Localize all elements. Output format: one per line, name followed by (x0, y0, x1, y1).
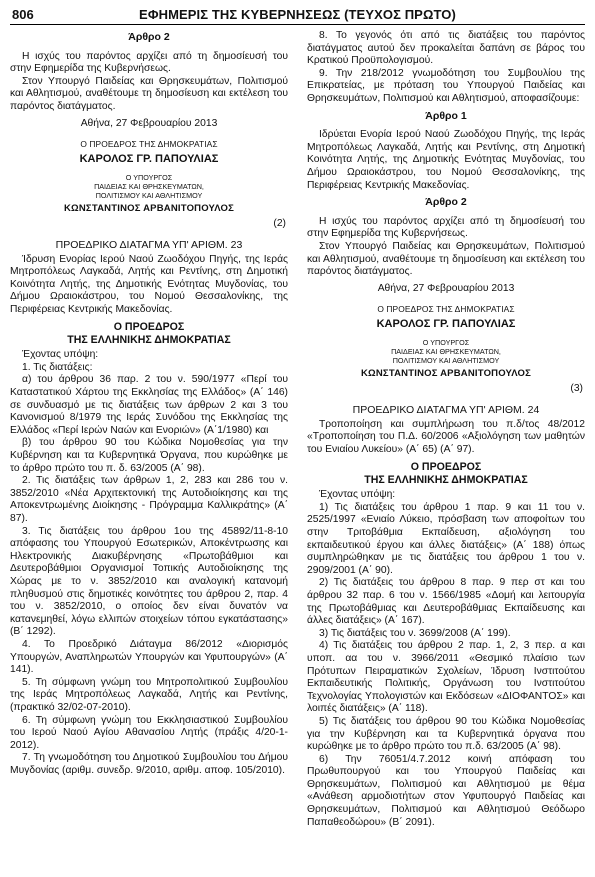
president-heading (10, 321, 288, 346)
considering-item: 6) Την 76051/4.7.2012 κοινή απόφαση του Πρωθυπουργού και του Υπουργού Παιδείας και Θρησκευμάτων, Πολιτισμού και Αθλητισμού με θέμα «Ανάθεση αρμοδιοτήτων στον Υφυπουργό Παιδείας και Θρησκευμάτων, Πολιτισμού και Αθλητισμού Θεόδωρο Παπαθεοδώρου» (Β΄ 2091). (307, 753, 585, 828)
decree-subject: Τροποποίηση και συμπλήρωση του π.δ/τος 48/2012 «Τροποποίηση του Π.Δ. 60/2006 «Αξιολόγηση των μαθητών του Ενιαίου Λυκείου» (Α΄ 65) (Α΄ 97). (307, 418, 585, 455)
considering-item: 3) Τις διατάξεις του ν. 3699/2008 (Α΄ 199). (319, 627, 511, 639)
minister-name: ΚΩΝΣΤΑΝΤΙΝΟΣ ΑΡΒΑΝΙΤΟΠΟΥΛΟΣ (63, 202, 234, 214)
gazette-title: ΕΦΗΜΕΡΙΣ ΤΗΣ ΚΥΒΕΡΝΗΣΕΩΣ (ΤΕΥΧΟΣ ΠΡΩΤΟ) (139, 7, 456, 22)
article-1-text: Ιδρύεται Ενορία Ιερού Ναού Ζωοδόχου Πηγής, της Ιεράς Μητροπόλεως Λαγκαδά, Λητής και Ρεντίνης, στη Δημοτική Κοινότητα Λητής, της Δημοτικής Ενότητας Μυγδονίας, του Δήμου Ωραιοκάστρου, του Νομού Θεσσαλονίκης, της Περιφέρειας Κεντρικής Μακεδονίας. (307, 129, 585, 191)
minister-title-line: ΠΟΛΙΤΙΣΜΟΥ ΚΑΙ ΑΘΛΗΤΙΣΜΟΥ (95, 190, 203, 200)
minister-title-line: Ο ΥΠΟΥΡΓΟΣ (422, 338, 470, 348)
considering-heading: Έχοντας υπόψη: (22, 349, 99, 361)
signing-date: Αθήνα, 27 Φεβρουαρίου 2013 (377, 282, 515, 294)
article-2-heading: Άρθρο 2 (425, 196, 467, 209)
right-column (307, 30, 585, 829)
page-header (10, 5, 585, 25)
considering-item: 5) Τις διατάξεις του άρθρου 90 του Κώδικα Νομοθεσίας για την Κυβέρνηση και τα Κυβερνητικά όργανα που κυρώθηκε με το άρθρο πρώτο του π.δ. 63/2005 (Α΄ 98). (307, 715, 585, 753)
president-heading-line: Ο ΠΡΟΕΔΡΟΣ (410, 461, 482, 474)
president-heading-line: ΤΗΣ ΕΛΛΗΝΙΚΗΣ ΔΗΜΟΚΡΑΤΙΑΣ (67, 333, 231, 346)
signing-date: Αθήνα, 27 Φεβρουαρίου 2013 (80, 117, 218, 129)
considering-item: 4) Τις διατάξεις του άρθρου 2 παρ. 1, 2, 3 περ. α και υποπ. αα του ν. 3966/2011 «Θεσμικό πλαίσιο των Πρότυπων Πειραματικών Σχολείων, Ίδρυση Ινστιτούτου Εκπαιδευτικής Πολιτικής, Οργάνωση του Ινστιτούτου Τεχνολογίας Υπολογιστών και Εκδόσεων «ΔΙΟΦΑΝΤΟΣ» και λοιπές διατάξεις» (Α΄ 118). (307, 640, 585, 715)
president-heading-line: ΤΗΣ ΕΛΛΗΝΙΚΗΣ ΔΗΜΟΚΡΑΤΙΑΣ (364, 473, 528, 486)
header-rule (10, 24, 585, 25)
decree-title: ΠΡΟΕΔΡΙΚΟ ΔΙΑΤΑΓΜΑ ΥΠ' ΑΡΙΘΜ. 24 (352, 404, 540, 417)
president-heading-line: Ο ΠΡΟΕΔΡΟΣ (113, 321, 185, 334)
article-2-text: Η ισχύς του παρόντος αρχίζει από τη δημοσίευσή του στην Εφημερίδα της Κυβερνήσεως. (10, 50, 288, 75)
considering-item: 6. Τη σύμφωνη γνώμη του Εκκλησιαστικού Συμβουλίου του Ιερού Ναού Αγίου Αθανασίου Λητής (πράξις 4/20-1-2012). (10, 714, 288, 751)
minister-title-line: ΠΑΙΔΕΙΑΣ ΚΑΙ ΘΡΗΣΚΕΥΜΑΤΩΝ, (391, 347, 501, 357)
article-2-heading: Άρθρο 2 (128, 31, 170, 43)
considering-item: 8. Το γεγονός ότι από τις διατάξεις του παρόντος διατάγματος αυτού δεν προκαλείται δαπάνη σε βάρος του Κρατικού Προϋπολογισμού. (307, 30, 585, 67)
president-name: ΚΑΡΟΛΟΣ ΓΡ. ΠΑΠΟΥΛΙΑΣ (376, 317, 516, 330)
considering-item: 1) Τις διατάξεις του άρθρου 1 παρ. 9 και 11 του ν. 2525/1997 «Ενιαίο Λύκειο, πρόσβαση των αποφοίτων του στην Τριτοβάθμια Εκπαίδευση, αξιολόγηση του εκπαιδευτικού έργου και άλλες διατάξεις» (Α΄ 188) όπως συμπληρώθηκαν με τις διατάξεις του άρθρου 1 του ν. 2909/2001 (Α΄ 90). (307, 501, 585, 576)
president-name: ΚΑΡΟΛΟΣ ΓΡ. ΠΑΠΟΥΛΙΑΣ (79, 152, 219, 165)
considering-item: 1. Τις διατάξεις: (22, 361, 93, 373)
considering-item: 9. Την 218/2012 γνωμοδότηση του Συμβουλίου της Επικρατείας, με πρόταση του Υπουργού Παιδείας και Θρησκευμάτων, Πολιτισμού και Αθλητισμού, αποφασίζουμε: (307, 67, 585, 104)
considering-item: 4. Το Προεδρικό Διάταγμα 86/2012 «Διορισμός Υπουργών, Αναπληρωτών Υπουργών και Υφυπουργών» (Α΄ 141). (10, 638, 288, 676)
considering-item: 5. Τη σύμφωνη γνώμη του Μητροπολιτικού Συμβουλίου της Ιεράς Μητροπόλεως Λαγκαδά, Λητής και Ρεντίνης, (πρακτικό 32/02-07-2010). (10, 676, 288, 713)
article-2-assignment: Στον Υπουργό Παιδείας και Θρησκευμάτων, Πολιτισμού και Αθλητισμού, αναθέτουμε τη δημοσίευση και εκτέλεση του παρόντος διατάγματος. (10, 75, 288, 112)
minister-name: ΚΩΝΣΤΑΝΤΙΝΟΣ ΑΡΒΑΝΙΤΟΠΟΥΛΟΣ (360, 367, 531, 379)
president-title: Ο ΠΡΟΕΔΡΟΣ ΤΗΣ ΔΗΜΟΚΡΑΤΙΑΣ (377, 304, 515, 315)
minister-title-line: ΠΟΛΙΤΙΣΜΟΥ ΚΑΙ ΑΘΛΗΤΙΣΜΟΥ (392, 356, 500, 366)
minister-title-line: Ο ΥΠΟΥΡΓΟΣ (125, 173, 173, 183)
left-column (10, 30, 288, 777)
sequence-number: (2) (273, 218, 286, 230)
considering-item: α) του άρθρου 36 παρ. 2 του ν. 590/1977 «Περί του Καταστατικού Χάρτου της Εκκλησίας της Ελλάδος» (Α΄ 146) σε συνδυασμό με τις διατάξεις των άρθρων 2 και 3 του Κανονισμού 8/1979 της Ιεράς Συνόδου της Εκκλησίας της Ελλάδος «Περί Ιερών Ναών και Ενοριών» (Α΄1/1980) και (10, 374, 288, 436)
sequence-number: (3) (570, 383, 583, 395)
decree-subject: Ίδρυση Ενορίας Ιερού Ναού Ζωοδόχου Πηγής, της Ιεράς Μητροπόλεως Λαγκαδά, Λητής και Ρεντίνης, στη Δημοτική Κοινότητα Λητής, της Δημοτικής Ενότητας Μυγδονίας, του Δήμου Ωραιοκάστρου, του Νομού Θεσσαλονίκης, της Περιφέρειας Κεντρικής Μακεδονίας. (10, 253, 288, 315)
minister-title (307, 339, 585, 365)
article-1-heading: Άρθρο 1 (425, 109, 467, 122)
article-2-assignment: Στον Υπουργό Παιδείας και Θρησκευμάτων, Πολιτισμού και Αθλητισμού, αναθέτουμε τη δημοσίευση και εκτέλεση του παρόντος διατάγματος. (307, 240, 585, 278)
considering-heading: Έχοντας υπόψη: (319, 489, 396, 501)
minister-title-line: ΠΑΙΔΕΙΑΣ ΚΑΙ ΘΡΗΣΚΕΥΜΑΤΩΝ, (94, 182, 204, 192)
considering-item: 2) Τις διατάξεις του άρθρου 8 παρ. 9 περ στ και του άρθρου 32 παρ. 6 του ν. 1566/1985 «Δομή και λειτουργία της Πρωτοβάθμιας και Δευτεροβάθμιας Εκπαίδευσης και άλλες διατάξεις» (Α΄ 167). (307, 577, 585, 627)
article-2-text: Η ισχύς του παρόντος αρχίζει από τη δημοσίευσή του στην Εφημερίδα της Κυβερνήσεως. (307, 215, 585, 240)
president-heading (307, 461, 585, 486)
considering-item: 3. Τις διατάξεις του άρθρου 1ου της 45892/11-8-10 απόφασης του Υπουργού Εσωτερικών, Αποκέντρωσης και Ηλεκτρονικής Διακυβέρνησης «Πρωτοβάθμιοι και Δευτεροβάθμιοι Οργανισμοί Τοπικής Αυτοδιοίκησης της Χώρας με το ν. 3852/2010 και αναλογική κατανομή πληθυσμού στις δημοτικές κοινότητες του άρθρου 2, παρ. 4 του ν. 3852/2010, ο οποίος δεν είναι δυνατόν να κατανεμηθεί, λόγω ελλιπών στοιχείων τόπου εγκατάστασης» (Β΄ 1292). (10, 525, 288, 638)
considering-item: β) του άρθρου 90 του Κώδικα Νομοθεσίας για την Κυβέρνηση και τα Κυβερνητικά Όργανα, που κυρώθηκε με το άρθρο πρώτο του π. δ. 63/2005 (Α΄ 98). (10, 437, 288, 474)
decree-title: ΠΡΟΕΔΡΙΚΟ ΔΙΑΤΑΓΜΑ ΥΠ' ΑΡΙΘΜ. 23 (55, 238, 243, 251)
considering-item: 7. Τη γνωμοδότηση του Δημοτικού Συμβουλίου του Δήμου Μυγδονίας (αριθμ. συνεδρ. 9/2010, αριθμ. αποφ. 105/2010). (10, 752, 288, 776)
considering-item: 2. Τις διατάξεις των άρθρων 1, 2, 283 και 286 του ν. 3852/2010 «Νέα Αρχιτεκτονική της Αυτοδιοίκησης και της Αποκεντρωμένης Διοίκησης - Πρόγραμμα Καλλικράτης» (Α΄ 87). (10, 475, 288, 525)
president-title: Ο ΠΡΟΕΔΡΟΣ ΤΗΣ ΔΗΜΟΚΡΑΤΙΑΣ (80, 139, 218, 150)
page-number: 806 (12, 7, 34, 22)
minister-title (10, 174, 288, 200)
